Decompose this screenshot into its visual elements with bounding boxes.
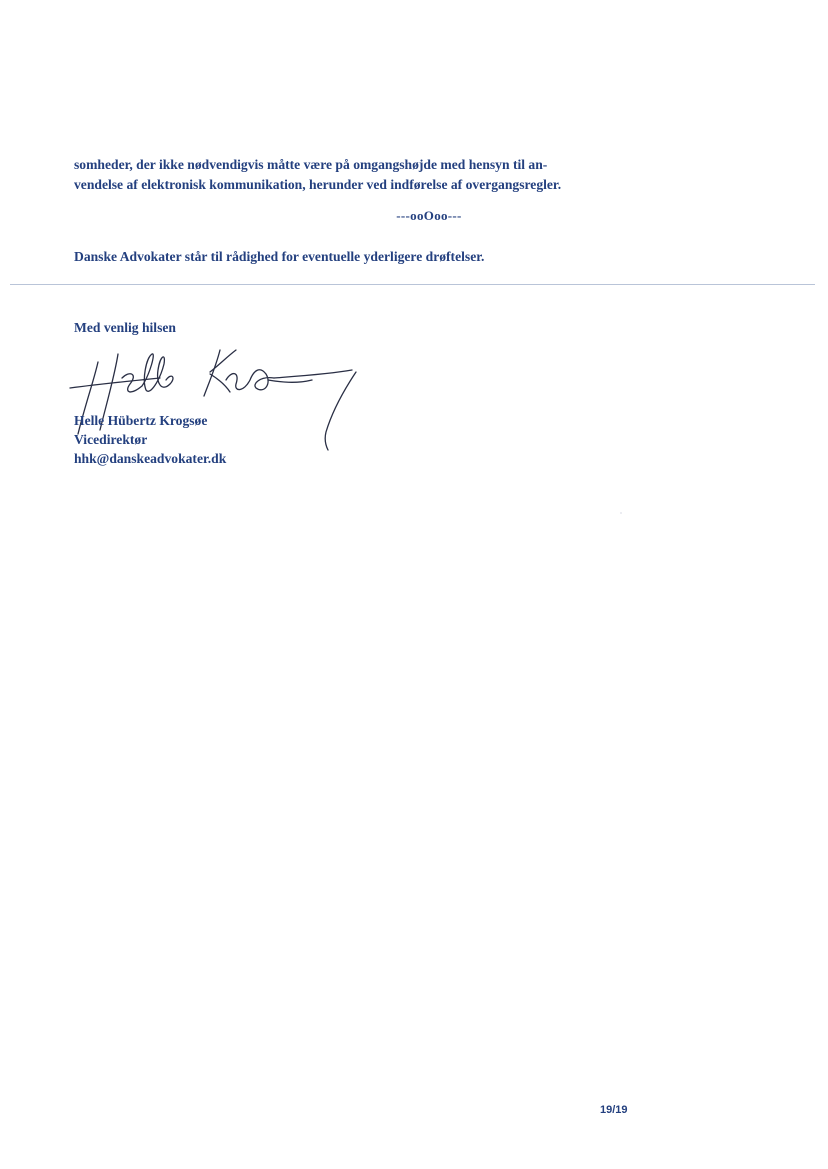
- body-paragraph: [74, 155, 594, 195]
- scan-speck: [620, 512, 622, 514]
- signatory-email: hhk@danskeadvokater.dk: [74, 451, 227, 466]
- page-number: 19/19: [600, 1104, 628, 1116]
- horizontal-rule: [10, 284, 815, 285]
- signatory-name: Helle Hübertz Krogsøe: [74, 413, 208, 428]
- paragraph-line: vendelse af elektronisk kommunikation, herunder ved indførelse af overgangsregler.: [74, 177, 562, 192]
- closing-greeting: Med venlig hilsen: [74, 320, 176, 335]
- separator-text: ---ooOoo---: [396, 208, 462, 223]
- signature-block: [74, 411, 226, 468]
- paragraph-line: somheder, der ikke nødvendigvis måtte være på omgangshøjde med hensyn til an-: [74, 157, 548, 172]
- availability-paragraph: Danske Advokater står til rådighed for eventuelle yderligere drøftelser.: [74, 249, 485, 264]
- signatory-title: Vicedirektør: [74, 432, 148, 447]
- section-separator: [0, 208, 828, 224]
